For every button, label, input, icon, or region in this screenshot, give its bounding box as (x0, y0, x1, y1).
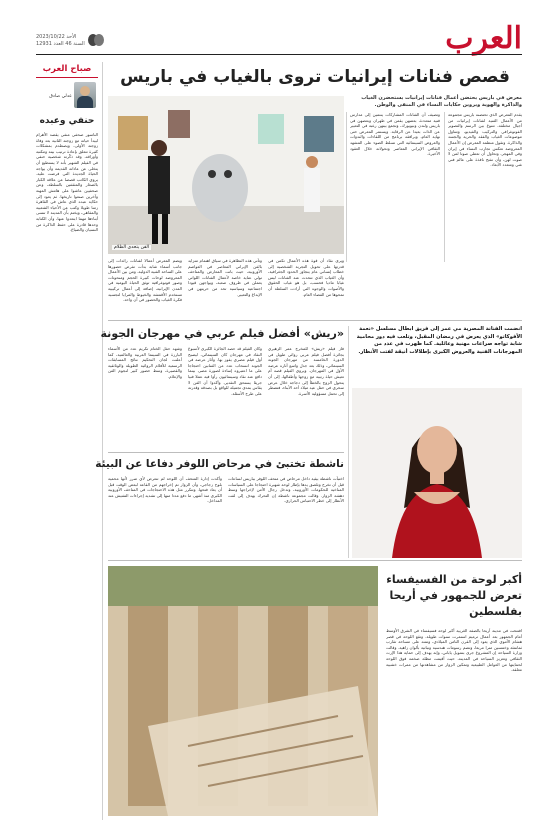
banner-divider (348, 326, 349, 558)
banner-portrait (352, 388, 522, 558)
louvre-headline: ناشطة تختبئ في مرحاض اللوفر دفاعا عن البيئة (95, 458, 344, 470)
author-photo (74, 82, 96, 108)
sidebar-column (36, 62, 98, 821)
louvre-body-col2: وأكدت إدارة المتحف أن اللوحة لم تتعرض لأي ضرر لأنها محمية بلوح زجاجي، وأن الزوار تم إخراجهم من القاعة لبعض الوقت قبل أن يعاد فتحها. وتتكرر مثل هذه الاحتجاجات في المتاحف الأوروبية الكبرى منذ أشهر، ما دفع عددا منها إلى تشديد إجراءات التفتيش عند المداخل. (108, 476, 222, 504)
masthead-issue: السنة 46 العدد 12931 (36, 41, 85, 47)
film-headline: «ريش» أفضل فيلم عربي في مهرجان الجونة (100, 327, 344, 340)
film-body-col1: فاز فيلم «ريش» للمخرج عمر الزهيري بجائزة أفضل فيلم عربي روائي طويل في الدورة الخامسة من مهرجان الجونة السينمائي، وذلك بعد جدل واسع أثاره عرضه الأول في المهرجان. ويروي الفيلم قصة أم تعيش حياة رتيبة مع زوجها وأطفالها، إلى أن يتحول الزوج بالخطأ إلى دجاجة خلال عرض سحري في حفل عيد ميلاد أحد الأبناء، فتضطر إلى تحمل مسؤولية الأسرة. (268, 346, 344, 396)
film-body-col2: وكان الفيلم قد حصد الجائزة الكبرى لأسبوع النقاد في مهرجان كان السينمائي، ليصبح أول فيلم مصري يفوز بها. وأثار عرضه في الجونة انسحاب عدد من الفنانين احتجاجا على ما اعتبروه إساءة لصورة مصر، بينما دافع عنه نقاد وسينمائيون رأوا فيه عملا فنيا جريئا يستحق التقدير، وأكدوا أن الفن لا يقاس بمدى تجميله للواقع بل بصدقه وقدرته على طرح الأسئلة. (188, 346, 262, 396)
louvre-body-col1: اختبأت ناشطة بيئية داخل مرحاض في متحف اللوفر بباريس لساعات قبل أن تخرج وتلصق يدها بإطار لوحة شهيرة احتجاجا على السياسات المناخية للحكومات الأوروبية، وتدخل رجال الأمن لإخراجها وسط دهشة الزوار. وقالت مجموعة ناشطة إن التحرك يهدف إلى لفت الأنظار إلى خطر الاحتباس الحراري. (228, 476, 344, 504)
mid-bottom-rule (108, 560, 522, 561)
film-bottom-rule (108, 452, 344, 453)
mosaic-body: افتتحت في مدينة أريحا بالضفة الغربية أكبر لوحة فسيفساء في الشرق الأوسط أمام الجمهور بعد أعمال ترميم استمرت سنوات طويلة. وتقع اللوحة في قصر هشام الأموي الذي يعود إلى القرن الثامن الميلادي، وتمتد على مساحة تقارب ثمانمئة وخمسين مترا مربعا، وتضم رسومات هندسية ونباتية بألوان زاهية. وقالت وزارة السياحة إن المشروع جرى بتمويل ياباني، وإنه يهدف إلى حماية هذا الإرث الثقافي وتعزيز السياحة في المدينة، حيث أقيمت مظلة ضخمة فوق اللوحة لحمايتها من العوامل الطبيعية وتمكين الزوار من مشاهدتها من ممرات خشبية معلقة. (386, 628, 522, 673)
sidebar-title-rule (36, 77, 98, 78)
lead-standfirst: معرض في باريس يحتضن أعمال فنانات إيرانيات يستحضرن الغياب والذاكرة والهوية ويروين حكايات النساء في المنفى والوطن. (361, 95, 522, 108)
lead-headline: قصص فنانات إيرانيات تروى بالغياب في باريس (120, 67, 510, 87)
lead-col-rule-1 (444, 112, 445, 262)
masthead-emblem-icon (88, 33, 104, 47)
masthead-rule (36, 54, 522, 55)
column-title: حنفي وعبده (39, 116, 95, 126)
column-body: الناسور صحفي منفي يقصد الأهرام ليبدأ حياته مع زوجته الثانية بعد وفاة زوجته الأولى، ويصطدم بمشكلات كثيرة تتعلق بإعادة ترتيب بيته ومكتبه وأوراقه، وقد ذكّرته شخصية حنفي في الفيلم الشهير بأنه لا يستطيع أن يتخلى عن عاداته القديمة وأن يواجه الحياة الجديدة التي فرضت عليه. يروي الكاتب قصصا عن علاقة الكبار بالصغار والمثقفين بالسلطة، وعن صحفيين عاشوا على هامش المهنة وآخرين صنعوا تاريخها. ثم يعود إلى حكاية عبده الذي عاش في القاهرة زمنا طويلا وكتب عن الأحياء الشعبية والمقاهي، ويختم بأن المدينة لا تنسى أبناءها مهما ابتعدوا عنها، وأن الكتابة وحدها قادرة على حفظ الذاكرة من النسيان والضياع. (36, 132, 98, 233)
masthead-date: الأحد 2023/10/22 (36, 34, 77, 40)
portrait-icon (352, 388, 522, 558)
gallery-scene-icon (108, 96, 344, 254)
banner-text: انضمت الفنانة المصرية مي عمر إلى فريق أبطال مسلسل «نعمة الأفوكاتو» الذي يعرض في رمضان المقبل، وتلعب فيه دور محامية شابة تواجه صراعات مهنية وعائلية. كما ظهرت في عدد من المهرجانات الفنية والعروض الكبرى بإطلالات أنيقة لفتت الأنظار. (356, 326, 522, 355)
masthead (0, 0, 550, 60)
lead-body-col2: وتضيف أن الفنانات المشاركات ينتمين إلى مدارس فنية متعددة، بعضهن يقمن في طهران وبعضهن في باريس ولندن ونيويورك، وتجمع بينهن رغبة في التعبير عن الذات بعيدا عن الرقابة. ويستمر المعرض حتى نهاية العام، ويرافقه برنامج من اللقاءات والندوات والعروض السينمائية التي تسلط الضوء على المشهد الثقافي الإيراني المعاصر وتحولاته خلال العقود الأخيرة. (350, 112, 440, 157)
mosaic-site-icon (108, 566, 378, 816)
masthead-logo: العرب (445, 21, 522, 56)
film-body-col3: وشهد حفل الختام تكريم عدد من الأسماء البارزة في السينما العربية والعالمية، كما أعلنت لجان التحكيم نتائج المسابقات الرسمية للأفلام الروائية الطويلة والوثائقية والقصيرة، وسط حضور كبير لنجوم الفن والإعلام. (108, 346, 182, 379)
author-name: عدلي صادق (49, 94, 72, 99)
lead-photo-caption: الفن يتحدى الظلام (114, 245, 150, 250)
lead-photo (108, 96, 344, 254)
sidebar-section-title: صباح العرب (42, 64, 92, 74)
lead-body-col3: ويضم المعرض أعمالا لفنانات رائدات إلى جانب أسماء شابة بدأت تفرض حضورها على الساحة الفنية الدولية، ومن بين الأعمال المعروضة لوحات كبيرة الحجم ومنحوتات وصور فوتوغرافية توثق الحياة اليومية في المدن الإيرانية، إضافة إلى أعمال تركيبية تستخدم الأقمشة والخيوط والمرايا لتجسيد فكرة الغياب والحضور في آن واحد. (108, 258, 182, 303)
lead-body-col1: يقدم المعرض الذي تحتضنه باريس مجموعة من الأعمال الفنية لفنانات إيرانيات من أجيال مختلفة، تتنوع بين الرسم والتصوير الفوتوغرافي والتركيب والفيديو، وتتناول موضوعات الغياب والفقد والحرية والجسد والذاكرة. وتقول منظمة المعرض إن الأعمال المعروضة تعكس تجارب النساء في إيران وفي المهجر، وتحاول أن تعطي صوتا لمن لا صوت لهن، وأن تفتح نافذة على عالم فني غني ومتعدد الأبعاد. (448, 112, 522, 168)
lead-bottom-rule (108, 320, 522, 321)
mosaic-photo (108, 566, 378, 816)
lead-col-rule-2 (346, 112, 347, 262)
lead-body-col5: ويرى نقاد أن قوة هذه الأعمال تكمن في قدرتها على تحويل التجربة الشخصية إلى خطاب إنساني عام يتجاوز الحدود الجغرافية، وأن الغياب الذي تتحدث عنه الفنانات ليس غيابا ماديا فحسب، بل هو غياب الحقوق والأصوات والوجوه التي أرادت السلطة أن تمحوها من الفضاء العام. (268, 258, 344, 297)
lead-body-col4: وتأتي هذه التظاهرة في سياق اهتمام متزايد بالفن الإيراني المعاصر في العواصم الأوروبية، حيث باتت المعارض والمتاحف تولي عناية خاصة لأعمال الفنانات اللواتي يعملن في ظروف صعبة، ويواجهن قيودا اجتماعية وسياسية تحد من حريتهن في الإبداع والتعبير. (188, 258, 262, 297)
mosaic-headline: أكبر لوحة من الفسيفساء تعرض للجمهور في أريحا بفلسطين (386, 573, 522, 618)
sidebar-divider (102, 62, 103, 820)
